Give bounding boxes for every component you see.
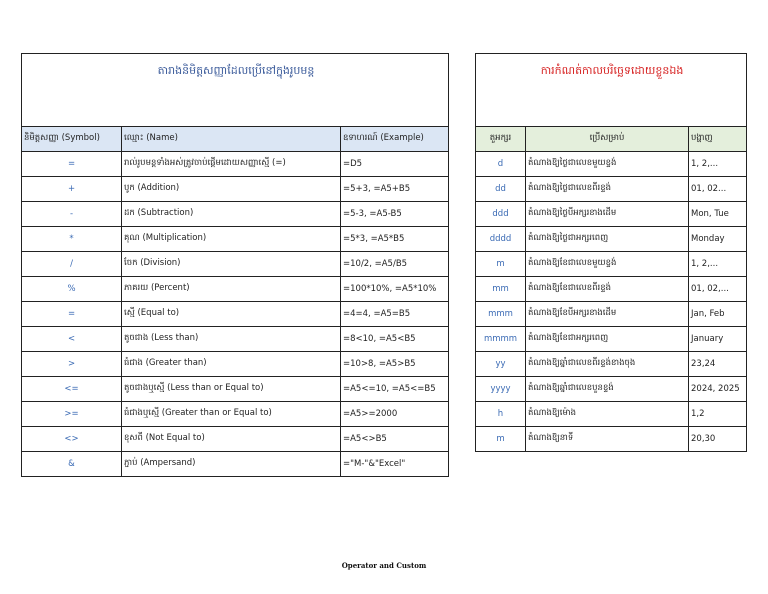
table-row [476,152,747,177]
cell-show: Mon, Tue [689,202,747,227]
cell-code: dddd [476,227,526,252]
cell-symbol: + [22,177,122,202]
table-row [22,252,449,277]
table-row [476,427,747,452]
cell-example: =A5>=2000 [341,402,449,427]
cell-symbol: - [22,202,122,227]
cell-code: mm [476,277,526,302]
header-show: បង្ហាញ [689,127,747,152]
header-example: ឧទាហរណ៍ (Example) [341,127,449,152]
cell-symbol: * [22,227,122,252]
table-row [476,402,747,427]
cell-show: 01, 02,... [689,277,747,302]
cell-show: Jan, Feb [689,302,747,327]
cell-example: =4=4, =A5=B5 [341,302,449,327]
cell-use: តំណាងឱ្យឆ្នាំជាលេខពីរខ្ទង់ខាងចុង [526,352,689,377]
cell-code: yy [476,352,526,377]
table-row [476,177,747,202]
cell-symbol: = [22,302,122,327]
cell-name: ខុសពី (Not Equal to) [122,427,341,452]
table-row [476,202,747,227]
cell-use: តំណាងឱ្យខែបីអក្សរខាងដើម [526,302,689,327]
cell-use: តំណាងឱ្យថ្ងៃជាលេខពីរខ្ទង់ [526,177,689,202]
cell-code: mmmm [476,327,526,352]
cell-code: m [476,427,526,452]
cell-example: =10/2, =A5/B5 [341,252,449,277]
header-symbol: និមិត្តសញ្ញា (Symbol) [22,127,122,152]
cell-code: ddd [476,202,526,227]
table-row [22,302,449,327]
table-row [22,202,449,227]
table-row [22,177,449,202]
table-row [476,327,747,352]
cell-symbol: % [22,277,122,302]
date-format-table-title: ការកំណត់កាលបរិច្ឆេទដោយខ្លួនឯង [476,54,747,127]
symbol-table-title: តារាងនិមិត្តសញ្ញាដែលប្រើនៅក្នុងរូបមន្ត [22,54,449,127]
header-name: ឈ្មោះ (Name) [122,127,341,152]
table-row [22,152,449,177]
cell-show: 2024, 2025 [689,377,747,402]
cell-example: =8<10, =A5<B5 [341,327,449,352]
table-row [476,252,747,277]
table-row [22,277,449,302]
table-row [22,377,449,402]
cell-symbol: > [22,352,122,377]
cell-example: =100*10%, =A5*10% [341,277,449,302]
cell-use: តំណាងឱ្យខែជាលេខមួយខ្ទង់ [526,252,689,277]
cell-example: =A5<=10, =A5<=B5 [341,377,449,402]
cell-show: January [689,327,747,352]
table-row [476,227,747,252]
cell-show: 23,24 [689,352,747,377]
table-row [22,352,449,377]
cell-code: yyyy [476,377,526,402]
cell-use: តំណាងឱ្យនាទី [526,427,689,452]
cell-code: dd [476,177,526,202]
header-code: តួអក្សរ [476,127,526,152]
cell-name: ធំជាង (Greater than) [122,352,341,377]
page-footer: Operator and Custom [341,561,427,570]
table-row [476,352,747,377]
cell-name: ធំជាងឬស្មើ (Greater than or Equal to) [122,402,341,427]
cell-example: =5*3, =A5*B5 [341,227,449,252]
symbol-table [21,53,449,477]
cell-use: តំណាងឱ្យថ្ងៃបីអក្សរខាងដើម [526,202,689,227]
cell-example: =5-3, =A5-B5 [341,202,449,227]
cell-use: តំណាងឱ្យថ្ងៃជាអក្សរពេញ [526,227,689,252]
cell-name: តូចជាងឬស្មើ (Less than or Equal to) [122,377,341,402]
table-row [476,302,747,327]
cell-example: =D5 [341,152,449,177]
cell-example: =5+3, =A5+B5 [341,177,449,202]
cell-code: d [476,152,526,177]
table-row [22,327,449,352]
cell-code: m [476,252,526,277]
cell-show: 1, 2,... [689,252,747,277]
table-row [22,227,449,252]
table-row [22,452,449,477]
cell-example: =10>8, =A5>B5 [341,352,449,377]
table-row [22,402,449,427]
cell-symbol: / [22,252,122,277]
cell-use: តំណាងឱ្យម៉ោង [526,402,689,427]
table-row [476,277,747,302]
cell-use: តំណាងឱ្យឆ្នាំជាលេខបួនខ្ទង់ [526,377,689,402]
cell-example: ="M-"&"Excel" [341,452,449,477]
table-row [476,377,747,402]
cell-symbol: <= [22,377,122,402]
cell-symbol: <> [22,427,122,452]
cell-use: តំណាងឱ្យថ្ងៃជាលេខមួយខ្ទង់ [526,152,689,177]
cell-name: ស្មើ (Equal to) [122,302,341,327]
header-use: ប្រើសម្រាប់ [526,127,689,152]
cell-example: =A5<>B5 [341,427,449,452]
cell-show: 1, 2,... [689,152,747,177]
date-format-table-header [476,127,747,152]
cell-show: 01, 02... [689,177,747,202]
cell-show: 20,30 [689,427,747,452]
cell-name: រាល់រូបមន្តទាំងអស់ត្រូវចាប់ផ្តើមដោយសញ្ញាស្មើ (=) [122,152,341,177]
cell-use: តំណាងឱ្យខែជាលេខពីរខ្ទង់ [526,277,689,302]
cell-name: តូចជាង (Less than) [122,327,341,352]
cell-symbol: & [22,452,122,477]
cell-show: 1,2 [689,402,747,427]
symbol-table-header [22,127,449,152]
cell-symbol: < [22,327,122,352]
cell-code: mmm [476,302,526,327]
cell-name: ចែក (Division) [122,252,341,277]
cell-symbol: = [22,152,122,177]
cell-code: h [476,402,526,427]
cell-use: តំណាងឱ្យខែជាអក្សរពេញ [526,327,689,352]
cell-name: បូក (Addition) [122,177,341,202]
cell-name: ភាគរយ (Percent) [122,277,341,302]
cell-name: ភ្ជាប់ (Ampersand) [122,452,341,477]
cell-symbol: >= [22,402,122,427]
table-row [22,427,449,452]
date-format-table [475,53,747,452]
cell-show: Monday [689,227,747,252]
cell-name: ដក (Subtraction) [122,202,341,227]
cell-name: គុណ (Multiplication) [122,227,341,252]
